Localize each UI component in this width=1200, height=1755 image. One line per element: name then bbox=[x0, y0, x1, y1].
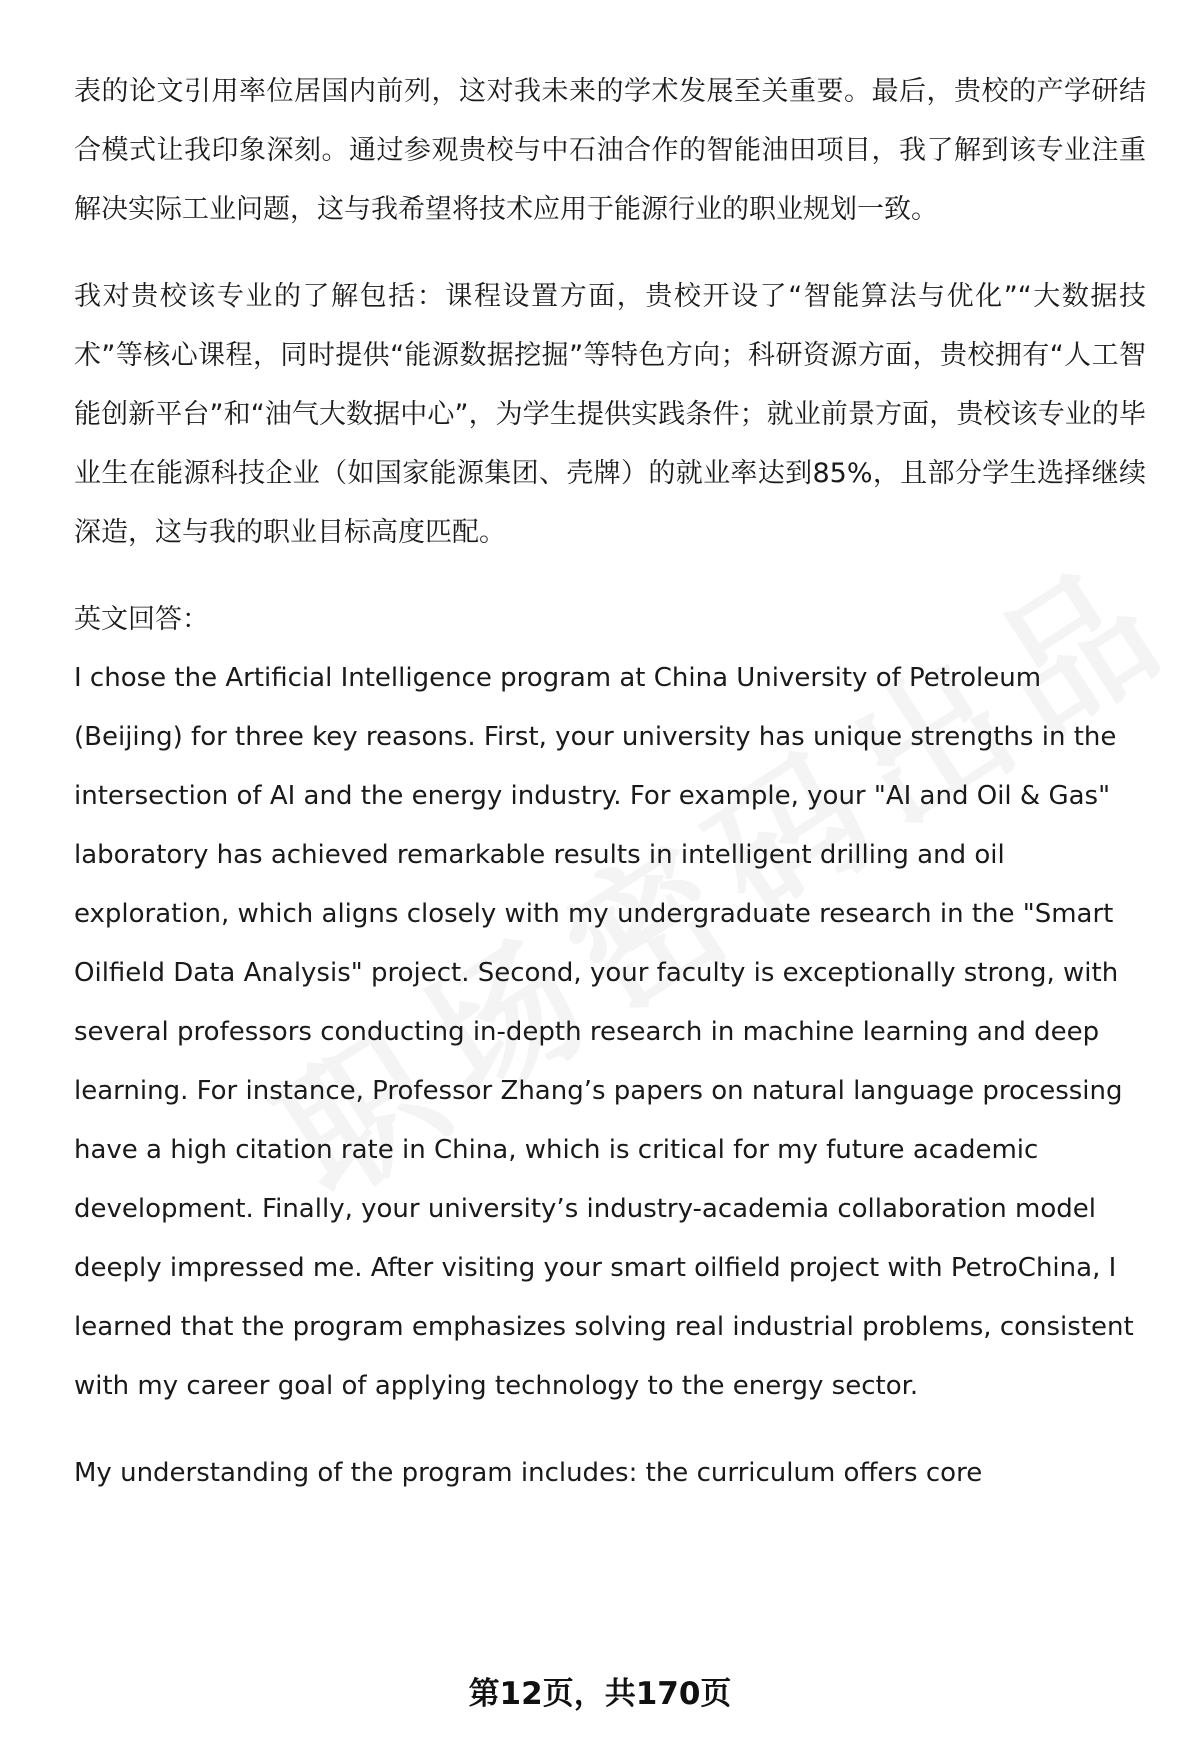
page-number-footer: 第12页，共170页 bbox=[468, 1676, 732, 1712]
chinese-paragraph-1: 表的论文引用率位居国内前列，这对我未来的学术发展至关重要。最后，贵校的产学研结合模式让我印象深刻。通过参观贵校与中石油合作的智能油田项目，我了解到该专业注重解决实际工业问题，这与我希望将技术应用于能源行业的职业规划一致。 bbox=[74, 76, 1146, 225]
english-paragraph-2: My understanding of the program includes: the curriculum offers core bbox=[74, 1458, 983, 1488]
english-answer-heading: 英文回答： bbox=[74, 604, 209, 635]
document-body bbox=[74, 62, 1146, 1503]
english-paragraph-1: I chose the Artificial Intelligence program at China University of Petroleum (Beijing) for three key reasons. First, your university has unique strengths in the intersection of AI and the energy industry. For example, your "AI and Oil & Gas" laboratory has achieved remarkable results in intelligent drilling and oil exploration, which aligns closely with my undergraduate research in the "Smart Oilfield Data Analysis" project. Second, your faculty is exceptionally strong, with several professors conducting in-depth research in machine learning and deep learning. For instance, Professor Zhang’s papers on natural language processing have a high citation rate in China, which is critical for my future academic development. Finally, your university’s industry-academia collaboration model deeply impressed me. After visiting your smart oilfield project with PetroChina, I learned that the program emphasizes solving real industrial problems, consistent with my career goal of applying technology to the energy sector. bbox=[74, 663, 1134, 1401]
chinese-paragraph-2: 我对贵校该专业的了解包括：课程设置方面，贵校开设了“智能算法与优化”“大数据技术”等核心课程，同时提供“能源数据挖掘”等特色方向；科研资源方面，贵校拥有“人工智能创新平台”和“油气大数据中心”，为学生提供实践条件；就业前景方面，贵校该专业的毕业生在能源科技企业（如国家能源集团、壳牌）的就业率达到85%，且部分学生选择继续深造，这与我的职业目标高度匹配。 bbox=[74, 281, 1146, 548]
